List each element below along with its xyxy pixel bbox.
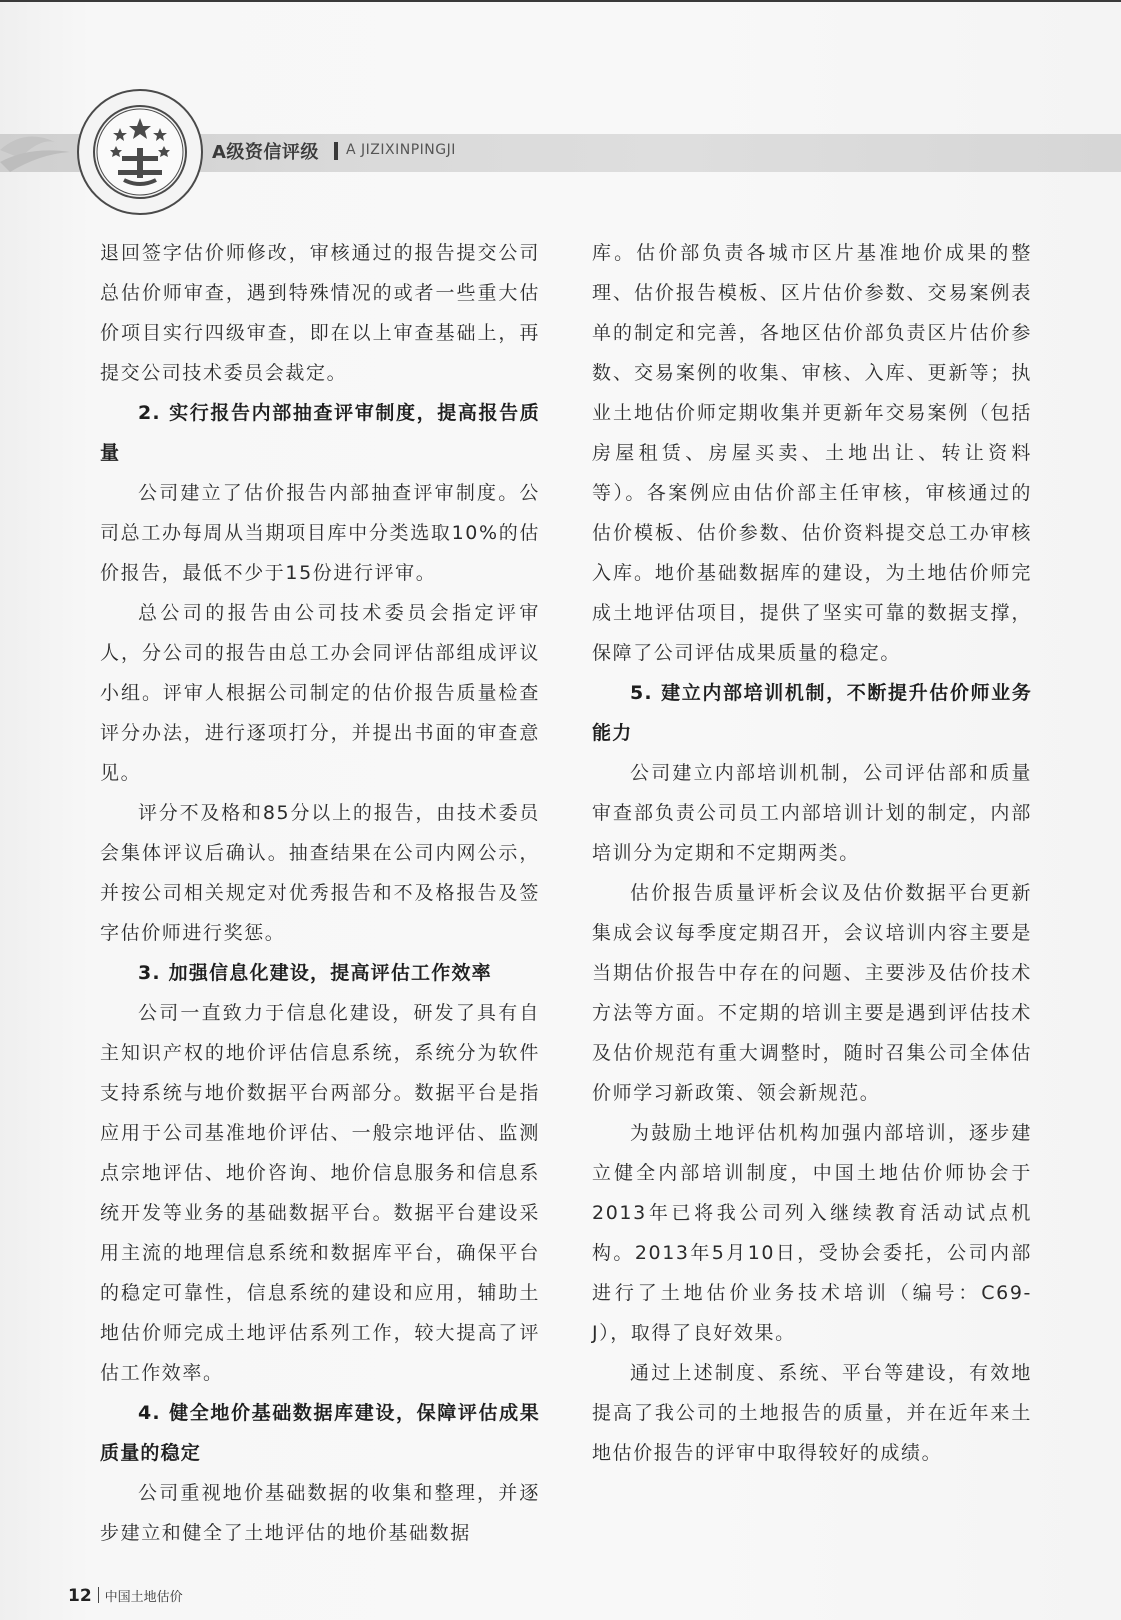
paragraph: 通过上述制度、系统、平台等建设，有效地提高了我公司的土地报告的质量，并在近年来土地估价报告的评审中取得较好的成绩。 [592,1362,1032,1464]
footer-divider [98,1587,99,1603]
top-edge-line [0,0,1121,2]
paragraph: 为鼓励土地评估机构加强内部培训，逐步建立健全内部培训制度，中国土地估价师协会于2013年已将我公司列入继续教育活动试点机构。2013年5月10日，受协会委托，公司内部进行了土地估价业务技术培训（编号：C69-J），取得了良好效果。 [592,1122,1032,1344]
section-title: A级资信评级 [212,142,319,163]
page-number: 12 [68,1586,92,1606]
paragraph: 库。估价部负责各城市区片基准地价成果的整理、估价报告模板、区片估价参数、交易案例表单的制定和完善，各地区估价部负责区片估价参数、交易案例的收集、审核、入库、更新等；执业土地估价师定期收集并更新年交易案例（包括房屋租赁、房屋买卖、土地出让、转让资料等）。各案例应由估价部主任审核，审核通过的估价模板、估价参数、估价资料提交总工办审核入库。地价基础数据库的建设，为土地估价师完成土地评估项目，提供了坚实可靠的数据支撑，保障了公司评估成果质量的稳定。 [592,242,1032,664]
paragraph: 评分不及格和85分以上的报告，由技术委员会集体评议后确认。抽查结果在公司内网公示，并按公司相关规定对优秀报告和不及格报告及签字估价师进行奖惩。 [100,802,540,944]
subheading: 2. 实行报告内部抽查评审制度，提高报告质量 [100,402,540,464]
paragraph: 公司建立了估价报告内部抽查评审制度。公司总工办每周从当期项目库中分类选取10%的估价报告，最低不少于15份进行评审。 [100,482,540,584]
subheading: 4. 健全地价基础数据库建设，保障评估成果质量的稳定 [100,1402,540,1464]
subheading: 3. 加强信息化建设，提高评估工作效率 [138,962,492,984]
page-footer [68,1586,183,1606]
paragraph: 公司建立内部培训机制，公司评估部和质量审查部负责公司员工内部培训计划的制定，内部培训分为定期和不定期两类。 [592,762,1032,864]
paragraph: 公司一直致力于信息化建设，研发了具有自主知识产权的地价评估信息系统，系统分为软件支持系统与地价数据平台两部分。数据平台是指应用于公司基准地价评估、一般宗地评估、监测点宗地评估、地价咨询、地价信息服务和信息系统开发等业务的基础数据平台。数据平台建设采用主流的地理信息系统和数据库平台，确保平台的稳定可靠性，信息系统的建设和应用，辅助土地估价师完成土地评估系列工作，较大提高了评估工作效率。 [100,1002,540,1384]
association-logo [76,88,204,216]
subheading: 5. 建立内部培训机制，不断提升估价师业务能力 [592,682,1032,744]
association-seal-icon [76,88,204,216]
section-subtitle: A JIZIXINPINGJI [346,142,456,158]
paragraph: 公司重视地价基础数据的收集和整理，并逐步建立和健全了土地评估的地价基础数据 [100,1482,540,1544]
header-swoosh [0,128,80,178]
right-column [592,233,1032,1473]
title-separator [334,142,338,160]
left-column [100,233,540,1553]
paragraph: 退回签字估价师修改，审核通过的报告提交公司总估价师审查，遇到特殊情况的或者一些重大估价项目实行四级审查，即在以上审查基础上，再提交公司技术委员会裁定。 [100,242,540,384]
publication-name: 中国土地估价 [104,1590,183,1605]
paragraph: 总公司的报告由公司技术委员会指定评审人，分公司的报告由总工办会同评估部组成评议小组。评审人根据公司制定的估价报告质量检查评分办法，进行逐项打分，并提出书面的审查意见。 [100,602,540,784]
paragraph: 估价报告质量评析会议及估价数据平台更新集成会议每季度定期召开，会议培训内容主要是当期估价报告中存在的问题、主要涉及估价技术方法等方面。不定期的培训主要是遇到评估技术及估价规范有重大调整时，随时召集公司全体估价师学习新政策、领会新规范。 [592,882,1032,1104]
